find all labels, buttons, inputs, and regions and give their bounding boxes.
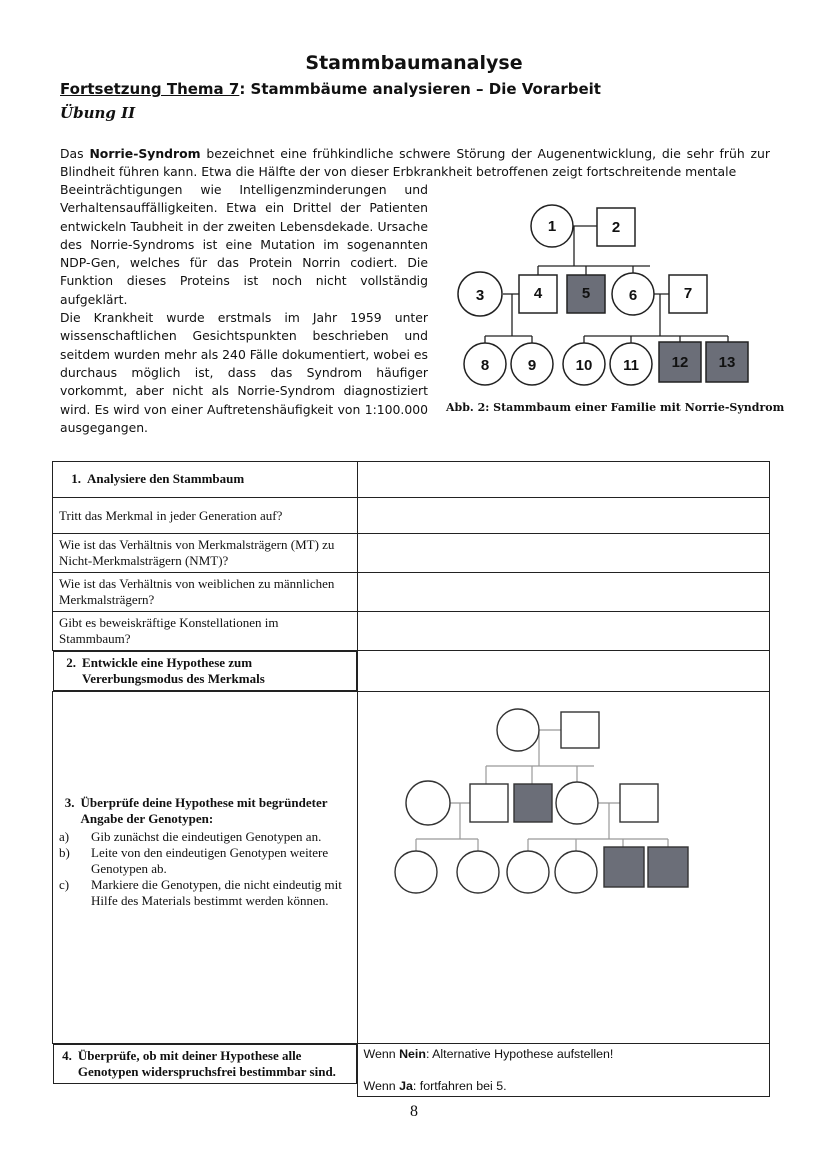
figure-caption: Abb. 2: Stammbaum einer Familie mit Norrie-Syndrom bbox=[446, 401, 785, 414]
intro-prefix: Das bbox=[60, 146, 90, 161]
intro-text: bezeichnet eine frühkindliche schwere Störung der Augenentwicklung, die sehr früh zur Blindheit führen kann. Etwa die Hälfte der von dieser Erbkrankheit betroffenen zeigt fortschreitende mentale bbox=[60, 146, 770, 180]
blank-individual-1 bbox=[497, 709, 539, 751]
label-12: 12 bbox=[671, 354, 689, 371]
intro-paragraph bbox=[60, 145, 770, 182]
section-3-num: 3. bbox=[64, 795, 75, 810]
blank-individual-11 bbox=[555, 851, 597, 893]
section-2-heading bbox=[53, 651, 357, 691]
note-no-bold: Nein bbox=[399, 1047, 426, 1061]
note-no-text: : Alternative Hypothese aufstellen! bbox=[425, 1047, 614, 1061]
section-1-num: 1. bbox=[71, 471, 81, 486]
label-4: 4 bbox=[533, 285, 543, 302]
blank-individual-10 bbox=[507, 851, 549, 893]
step-c-label: c) bbox=[59, 877, 70, 892]
step-c bbox=[59, 877, 351, 909]
section-4-title: Überprüfe, ob mit deiner Hypothese alle Genotypen widerspruchsfrei bestimmbar sind. bbox=[77, 1048, 336, 1079]
answer-cell-1[interactable] bbox=[357, 462, 770, 498]
pedigree-figure bbox=[452, 196, 782, 396]
step-b-label: b) bbox=[59, 845, 70, 860]
note-no bbox=[364, 1047, 764, 1061]
question-2-text: Wie ist das Verhältnis von Merkmalsträgern (MT) zu Nicht-Merkmalsträgern (NMT)? bbox=[59, 537, 335, 568]
blank-individual-3 bbox=[406, 781, 450, 825]
question-3-text: Wie ist das Verhältnis von weiblichen zu männlichen Merkmalsträgern? bbox=[59, 576, 335, 607]
question-4-text: Gibt es beweiskräftige Konstellationen im Stammbaum? bbox=[59, 615, 279, 646]
section-1-title: Analysiere den Stammbaum bbox=[87, 471, 245, 486]
section-2-title: Entwickle eine Hypothese zum Vererbungsmodus des Merkmals bbox=[82, 655, 265, 686]
intro-column bbox=[60, 181, 428, 437]
answer-q1[interactable] bbox=[357, 498, 770, 534]
note-no-prefix: Wenn bbox=[363, 1047, 400, 1061]
note-yes bbox=[364, 1079, 764, 1093]
subtitle-topic: Fortsetzung Thema 7 bbox=[60, 80, 240, 98]
step-b-text: Leite von den eindeutigen Genotypen weitere Genotypen ab. bbox=[91, 845, 329, 876]
step-c-text: Markiere die Genotypen, die nicht eindeutig mit Hilfe des Materials bestimmt werden können. bbox=[91, 877, 342, 908]
blank-individual-4 bbox=[470, 784, 508, 822]
worksheet-table bbox=[52, 461, 770, 1097]
answer-q3[interactable] bbox=[357, 573, 770, 612]
label-9: 9 bbox=[527, 357, 537, 374]
question-3 bbox=[53, 573, 358, 612]
note-yes-bold: Ja bbox=[399, 1079, 413, 1093]
section-3-title: Überprüfe deine Hypothese mit begründeter Angabe der Genotypen: bbox=[80, 795, 328, 826]
answer-q4[interactable] bbox=[357, 612, 770, 651]
exercise-heading: Übung II bbox=[60, 104, 136, 122]
section-1-heading bbox=[53, 462, 358, 498]
label-5: 5 bbox=[581, 285, 591, 302]
label-1: 1 bbox=[547, 218, 557, 235]
label-2: 2 bbox=[611, 219, 621, 236]
blank-individual-9 bbox=[457, 851, 499, 893]
syndrome-name: Norrie-Syndrom bbox=[89, 146, 201, 161]
subtitle bbox=[60, 80, 601, 98]
section-3-heading bbox=[59, 795, 351, 827]
intro-column-text: Beeinträchtigungen wie Intelligenzminderungen und Verhaltensauffälligkeiten. Etwa ein Drittel der Patienten entwickeln Taubheit in der zweiten Lebensdekade. Ursache des Norrie-Syndroms ist eine Mutation im sogenannten NDP-Gen, welches für das Protein Norrin codiert. Die Funktion dieses Proteins ist noch nicht vollständig aufgeklärt. bbox=[60, 182, 428, 307]
label-10: 10 bbox=[575, 357, 593, 374]
blank-individual-5 bbox=[514, 784, 552, 822]
blank-individual-6 bbox=[556, 782, 598, 824]
label-13: 13 bbox=[718, 354, 736, 371]
blank-individual-2 bbox=[561, 712, 599, 748]
answer-q2[interactable] bbox=[357, 534, 770, 573]
note-yes-text: : fortfahren bei 5. bbox=[412, 1079, 507, 1093]
label-6: 6 bbox=[628, 287, 638, 304]
question-1 bbox=[53, 498, 358, 534]
label-8: 8 bbox=[480, 357, 490, 374]
section-4-num: 4. bbox=[62, 1048, 72, 1063]
step-a-text: Gib zunächst die eindeutigen Genotypen an. bbox=[91, 829, 322, 844]
blank-pedigree bbox=[368, 704, 718, 904]
section-3-steps bbox=[59, 829, 351, 909]
label-7: 7 bbox=[683, 285, 693, 302]
section-2-num: 2. bbox=[66, 655, 77, 670]
section-4-heading bbox=[53, 1044, 357, 1084]
step-b bbox=[59, 845, 351, 877]
subtitle-rest: : Stammbäume analysieren – Die Vorarbeit bbox=[239, 80, 601, 98]
label-3: 3 bbox=[475, 287, 485, 304]
label-11: 11 bbox=[623, 357, 639, 374]
question-1-text: Tritt das Merkmal in jeder Generation auf? bbox=[59, 508, 283, 523]
section-4-notes bbox=[357, 1044, 770, 1097]
step-a bbox=[59, 829, 351, 845]
page-title: Stammbaumanalyse bbox=[305, 52, 523, 74]
note-yes-prefix: Wenn bbox=[363, 1079, 400, 1093]
section-3-cell bbox=[53, 692, 358, 1044]
blank-individual-12 bbox=[604, 847, 644, 887]
blank-individual-8 bbox=[395, 851, 437, 893]
question-4 bbox=[53, 612, 358, 651]
question-2 bbox=[53, 534, 358, 573]
answer-cell-2[interactable] bbox=[357, 651, 770, 692]
blank-pedigree-cell[interactable] bbox=[357, 692, 770, 1044]
page-number: 8 bbox=[410, 1103, 418, 1120]
step-a-label: a) bbox=[59, 829, 70, 844]
blank-individual-7 bbox=[620, 784, 658, 822]
blank-individual-13 bbox=[648, 847, 688, 887]
intro-column-text2: Die Krankheit wurde erstmals im Jahr 1959 unter wissenschaftlichen Gesichtspunkten beschrieben und seitdem wurden mehr als 240 Fälle dokumentiert, wobei es durchaus möglich ist, dass das Syndrom häufiger vorkommt, aber nicht als Norrie-Syndrom diagnostiziert wird. Es wird von einer Auftretenshäufigkeit von 1:100.000 ausgegangen. bbox=[60, 310, 428, 435]
